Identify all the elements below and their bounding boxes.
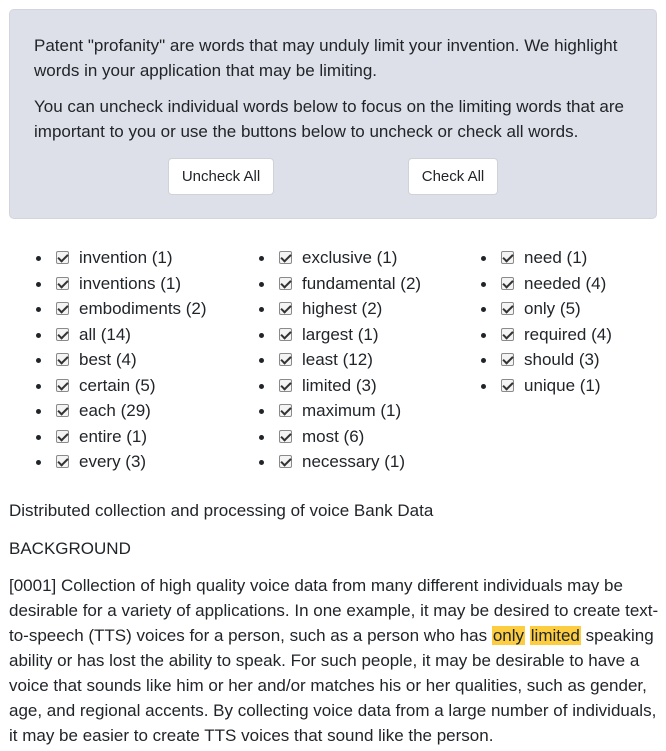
word-item[interactable] [277, 424, 421, 450]
word-item[interactable] [54, 347, 207, 373]
info-panel [9, 9, 657, 219]
word-label: highest (2) [302, 299, 383, 318]
document-text [9, 498, 661, 748]
word-checkbox[interactable] [56, 277, 69, 290]
word-label: least (12) [302, 350, 373, 369]
word-checkbox[interactable] [279, 277, 292, 290]
info-paragraph-2: You can uncheck individual words below to focus on the limiting words that are important to you or use the buttons below to uncheck or check all words. [34, 97, 624, 141]
word-item[interactable] [277, 322, 421, 348]
info-paragraph-1: Patent "profanity" are words that may unduly limit your invention. We highlight words in your application that may be limiting. [34, 36, 618, 80]
word-checkbox[interactable] [56, 430, 69, 443]
word-list-column-2 [277, 245, 421, 475]
word-label: maximum (1) [302, 401, 402, 420]
word-item[interactable] [54, 271, 207, 297]
word-item[interactable] [499, 347, 612, 373]
word-list-column-3 [499, 245, 612, 398]
paragraph-text-before: [0001] Collection of high quality voice data from many different individuals may be desirable for a variety of applications. In one example, it may be desired to create text-to-speech (TTS) voices for a person, such as a person who has [9, 576, 659, 645]
word-label: certain (5) [79, 375, 156, 395]
word-checkbox[interactable] [56, 251, 69, 264]
word-label: need (1) [524, 248, 588, 267]
word-checkbox[interactable] [501, 328, 514, 341]
document-paragraph [9, 573, 661, 748]
word-checkbox[interactable] [279, 251, 292, 264]
word-checkbox[interactable] [56, 353, 69, 366]
word-item[interactable] [277, 398, 421, 424]
word-label: limited (3) [302, 375, 377, 395]
word-item[interactable] [54, 373, 207, 399]
word-item[interactable] [277, 271, 421, 297]
word-checkbox[interactable] [501, 277, 514, 290]
word-label: invention (1) [79, 248, 173, 267]
word-item[interactable] [54, 398, 207, 424]
paragraph-text-after: speaking ability or has lost the ability to speak. For such people, it may be desirable to have a voice that sounds like him or her and/or matches his or her qualities, such as gender, age, and regional accents. By collecting voice data from a large number of individuals, it may be easier to create TTS voices that sound like the person. [9, 626, 657, 745]
word-item[interactable] [499, 296, 612, 322]
word-label: all (14) [79, 324, 131, 344]
word-item[interactable] [277, 245, 421, 271]
word-item[interactable] [54, 424, 207, 450]
word-label: every (3) [79, 452, 147, 471]
word-list-column-1 [54, 245, 207, 475]
word-item[interactable] [54, 245, 207, 271]
word-item[interactable] [499, 373, 612, 399]
word-label: fundamental (2) [302, 273, 422, 293]
word-item[interactable] [54, 296, 207, 322]
word-checkbox[interactable] [279, 404, 292, 417]
word-label: needed (4) [524, 273, 607, 293]
word-checkbox[interactable] [279, 328, 292, 341]
highlighted-word-only: only [492, 626, 525, 645]
word-label: embodiments (2) [79, 299, 207, 318]
document-heading: BACKGROUND [9, 539, 131, 558]
word-item[interactable] [277, 347, 421, 373]
word-checkbox[interactable] [56, 379, 69, 392]
word-label: required (4) [524, 324, 612, 344]
word-item[interactable] [277, 296, 421, 322]
word-item[interactable] [54, 322, 207, 348]
word-checkbox[interactable] [279, 379, 292, 392]
word-checkbox[interactable] [56, 455, 69, 468]
word-label: most (6) [302, 426, 365, 446]
word-label: exclusive (1) [302, 248, 398, 267]
word-item[interactable] [499, 271, 612, 297]
word-item[interactable] [499, 245, 612, 271]
word-item[interactable] [54, 449, 207, 475]
word-label: only (5) [524, 299, 581, 318]
word-checkbox[interactable] [279, 430, 292, 443]
word-checkbox[interactable] [56, 404, 69, 417]
word-label: each (29) [79, 401, 151, 420]
word-checkbox[interactable] [279, 353, 292, 366]
word-label: inventions (1) [79, 273, 182, 293]
word-item[interactable] [499, 322, 612, 348]
word-label: largest (1) [302, 324, 379, 344]
word-label: should (3) [524, 350, 600, 369]
word-checkbox[interactable] [501, 251, 514, 264]
word-checkbox[interactable] [56, 302, 69, 315]
word-checkbox[interactable] [501, 379, 514, 392]
uncheck-all-button[interactable]: Uncheck All [168, 158, 274, 195]
word-checkbox[interactable] [501, 353, 514, 366]
document-title: Distributed collection and processing of voice Bank Data [9, 501, 434, 520]
word-checkbox[interactable] [56, 328, 69, 341]
word-checkbox[interactable] [279, 455, 292, 468]
word-label: entire (1) [79, 426, 148, 446]
word-checkbox[interactable] [279, 302, 292, 315]
word-label: best (4) [79, 350, 137, 369]
word-label: unique (1) [524, 375, 601, 395]
word-item[interactable] [277, 449, 421, 475]
word-item[interactable] [277, 373, 421, 399]
check-all-button[interactable]: Check All [408, 158, 498, 195]
word-label: necessary (1) [302, 452, 405, 471]
highlighted-word-limited: limited [530, 626, 580, 645]
word-checkbox[interactable] [501, 302, 514, 315]
